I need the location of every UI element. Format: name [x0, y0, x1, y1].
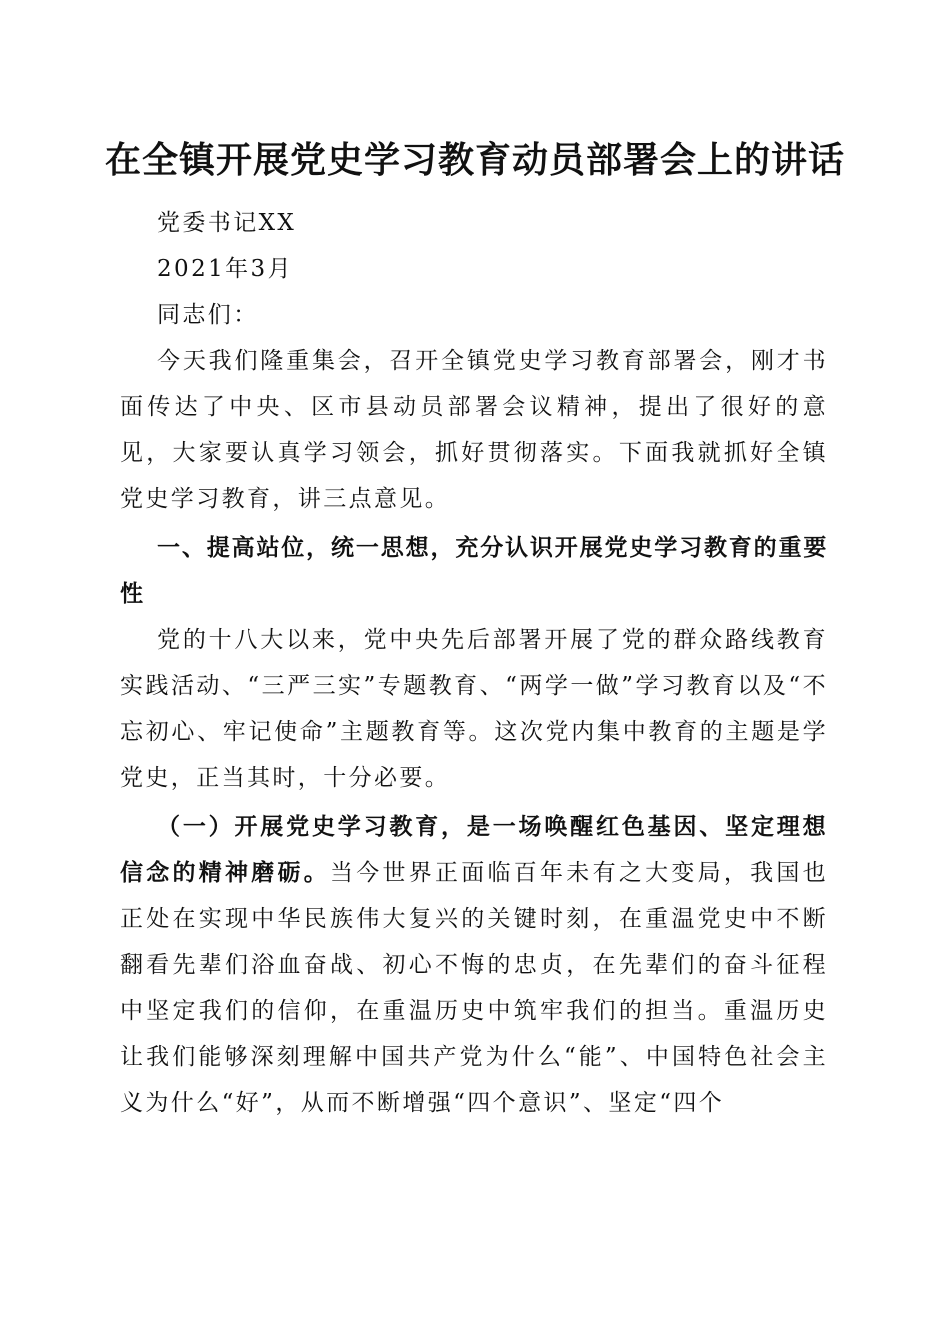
date-line: 2021年3月: [157, 256, 293, 282]
subsection-1-paragraph: [120, 804, 828, 1126]
document-body: [120, 200, 828, 1126]
section-heading-1: 一、提高站位，统一思想，充分认识开展党史学习教育的重要性: [120, 535, 828, 607]
salutation: 同志们：: [157, 302, 259, 328]
intro-paragraph: 今天我们隆重集会，召开全镇党史学习教育部署会，刚才书面传达了中央、区市县动员部署会议精神，提出了很好的意见，大家要认真学习领会，抓好贯彻落实。下面我就抓好全镇党史学习教育，讲三点意见。: [120, 348, 828, 512]
subsection-1-lead: （一）开展党史学习教育，是一场唤醒红色基因、坚定理想信念的精神磨砺。: [120, 813, 828, 886]
document-title: 在全镇开展党史学习教育动员部署会上的讲话: [104, 139, 845, 181]
section-1-paragraph: 党的十八大以来，党中央先后部署开展了党的群众路线教育实践活动、“三严三实”专题教育、“两学一做”学习教育以及“不忘初心、牢记使命”主题教育等。这次党内集中教育的主题是学党史，正当其时，十分必要。: [120, 627, 828, 791]
subsection-1-body: 当今世界正面临百年未有之大变局，我国也正处在实现中华民族伟大复兴的关键时刻，在重温党史中不断翻看先辈们浴血奋战、初心不悔的忠贞，在先辈们的奋斗征程中坚定我们的信仰，在重温历史中筑牢我们的担当。重温历史让我们能够深刻理解中国共产党为什么“能”、中国特色社会主义为什么“好”，从而不断增强“四个意识”、坚定“四个: [120, 860, 828, 1116]
author-line: 党委书记XX: [157, 210, 297, 236]
